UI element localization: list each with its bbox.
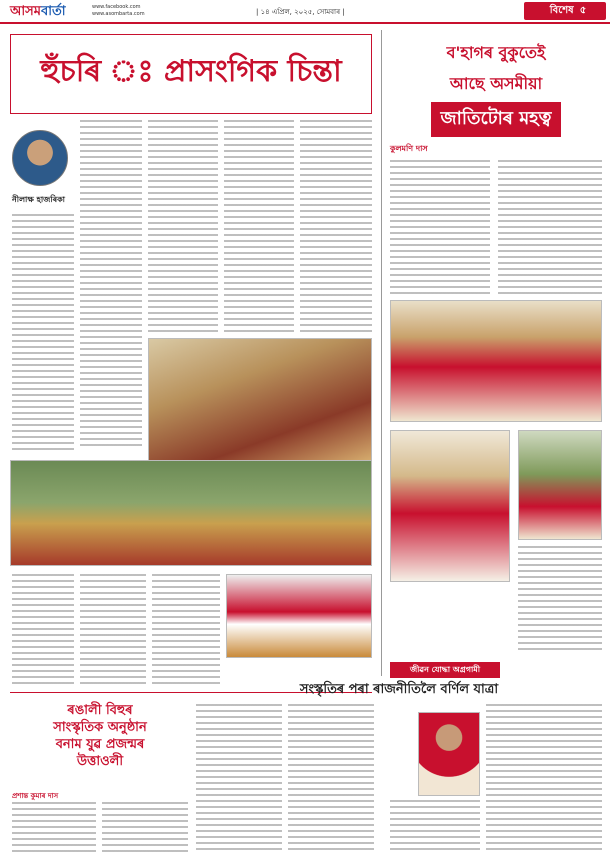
logo-accent: বাৰ্তা xyxy=(40,4,66,19)
article1-column-4 xyxy=(224,120,294,332)
article3-title: সংস্কৃতিৰ পৰা ৰাজনীতিলৈ বৰ্ণিল যাত্ৰা xyxy=(299,682,499,697)
article2-title-line3: জাতিটোৰ মহত্ব xyxy=(431,102,562,137)
url-facebook[interactable]: www.facebook.com xyxy=(92,4,141,10)
dancer-portrait-photo xyxy=(390,430,510,582)
article4-author: প্ৰশান্ত কুমাৰ দাস xyxy=(12,792,59,800)
bihu-performance-photo xyxy=(10,460,372,566)
article1-column-7 xyxy=(80,574,146,684)
article1-column-5 xyxy=(300,120,372,332)
author-photo xyxy=(12,130,68,186)
dancer-closeup-photo xyxy=(226,574,372,658)
article1-column-1 xyxy=(12,214,74,450)
bihu-celebration-photo xyxy=(390,300,602,422)
article1-title-box xyxy=(10,34,372,114)
page-number: ৫ xyxy=(579,5,587,16)
article3-tag: জীৱন যোদ্ধা অগ্ৰগামী xyxy=(390,662,500,678)
article4-title-line4: উত্তাওলী xyxy=(76,754,124,769)
article1-column-6 xyxy=(12,574,74,684)
article2-author: কুলমণি দাস xyxy=(390,144,428,153)
article2-column-2 xyxy=(498,160,602,294)
article1-column-8 xyxy=(152,574,220,684)
article4-column-2 xyxy=(102,802,188,852)
site-links xyxy=(92,4,145,18)
section-label: বিশেষ xyxy=(549,5,574,16)
article2-title-box xyxy=(390,34,602,142)
article1-column-2 xyxy=(80,120,142,450)
page-header xyxy=(0,0,610,24)
politician-portrait-photo xyxy=(418,712,480,796)
url-website[interactable]: www.asombarta.com xyxy=(92,11,145,17)
article4-title-line1: ৰঙালী বিহুৰ xyxy=(67,703,133,718)
section-badge xyxy=(524,2,606,20)
article2-column-1 xyxy=(390,160,490,294)
article1-column-3 xyxy=(148,120,218,332)
dateline: | ১৪ এপ্ৰিল, ২০২৫, সোমবাৰ | xyxy=(256,8,345,16)
article2-column-3 xyxy=(518,546,602,652)
dancer-small-photo xyxy=(518,430,602,540)
article4-title-line2: সাংস্কৃতিক অনুষ্ঠান xyxy=(53,720,147,735)
bihu-dancers-photo xyxy=(148,338,372,464)
article2-title-line1: ব'হাগৰ বুকুতেই xyxy=(446,43,546,62)
article2-title-line2: আছে অসমীয়া xyxy=(449,74,543,93)
article4-title-line3: বনাম যুৱ প্ৰজন্মৰ xyxy=(55,737,145,752)
column-divider xyxy=(381,30,382,676)
masthead-logo xyxy=(10,2,66,23)
article3-column-3 xyxy=(486,704,602,852)
article3-column-2 xyxy=(288,704,374,852)
article4-column-1 xyxy=(12,802,96,852)
article4-title-box xyxy=(10,702,190,786)
article3-column-1 xyxy=(196,704,282,852)
article1-title: হুঁচৰি ঃ প্ৰাসংগিক চিন্তা xyxy=(40,54,342,89)
logo-main: আসম xyxy=(10,4,41,19)
article3-column-4 xyxy=(390,800,480,852)
article1-author: নীলাক্ষ হাজৰিকা xyxy=(12,195,66,204)
